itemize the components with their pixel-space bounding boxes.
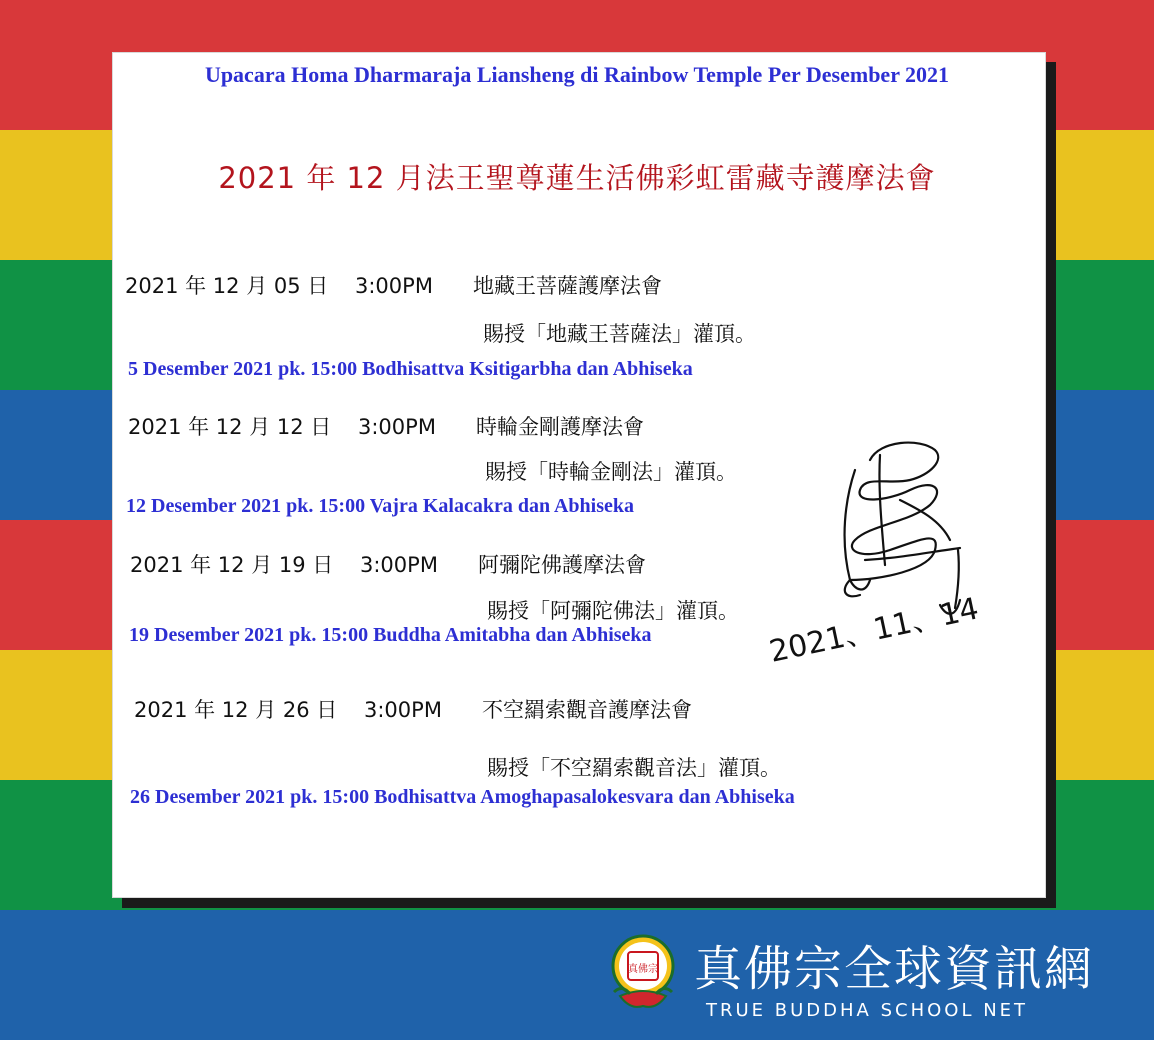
event-date: 2021 年 12 月 05 日 [125,274,329,298]
signature [760,430,1060,670]
event-time: 3:00PM [360,553,438,577]
event-row [134,694,692,724]
title-english: Upacara Homa Dharmaraja Liansheng di Rainbow Temple Per Desember 2021 [204,62,950,87]
event-date: 2021 年 12 月 19 日 [130,553,334,577]
logo-text: 真佛宗 [628,964,658,975]
event-time: 3:00PM [358,415,436,439]
brand-chinese: 真佛宗全球資訊網 [694,941,1095,997]
event-empowerment: 賜授「不空羂索觀音法」灌頂。 [487,756,781,780]
title-chinese: 2021 年 12 月法王聖尊蓮生活佛彩虹雷藏寺護摩法會 [218,161,936,195]
event-row [125,270,662,300]
true-buddha-school-logo [606,932,680,1012]
event-time: 3:00PM [355,274,433,298]
event-time: 3:00PM [364,698,442,722]
event-name: 地藏王菩薩護摩法會 [473,274,662,298]
event-english: 26 Desember 2021 pk. 15:00 Bodhisattva Amoghapasalokesvara dan Abhiseka [130,786,795,808]
brand-english: TRUE BUDDHA SCHOOL NET [706,1000,1029,1021]
event-name: 阿彌陀佛護摩法會 [478,553,646,577]
event-row [130,549,646,579]
event-empowerment: 賜授「時輪金剛法」灌頂。 [485,460,737,484]
event-empowerment: 賜授「地藏王菩薩法」灌頂。 [483,322,756,346]
event-empowerment: 賜授「阿彌陀佛法」灌頂。 [487,599,739,623]
event-name: 不空羂索觀音護摩法會 [482,698,692,722]
event-english: 12 Desember 2021 pk. 15:00 Vajra Kalacakra dan Abhiseka [126,495,635,517]
signature-date: 2021、11、14 [766,591,982,670]
event-date: 2021 年 12 月 26 日 [134,698,338,722]
event-english: 19 Desember 2021 pk. 15:00 Buddha Amitabha dan Abhiseka [129,624,652,646]
event-english: 5 Desember 2021 pk. 15:00 Bodhisattva Ksitigarbha dan Abhiseka [128,358,693,380]
event-row [128,411,644,441]
event-date: 2021 年 12 月 12 日 [128,415,332,439]
event-name: 時輪金剛護摩法會 [476,415,644,439]
